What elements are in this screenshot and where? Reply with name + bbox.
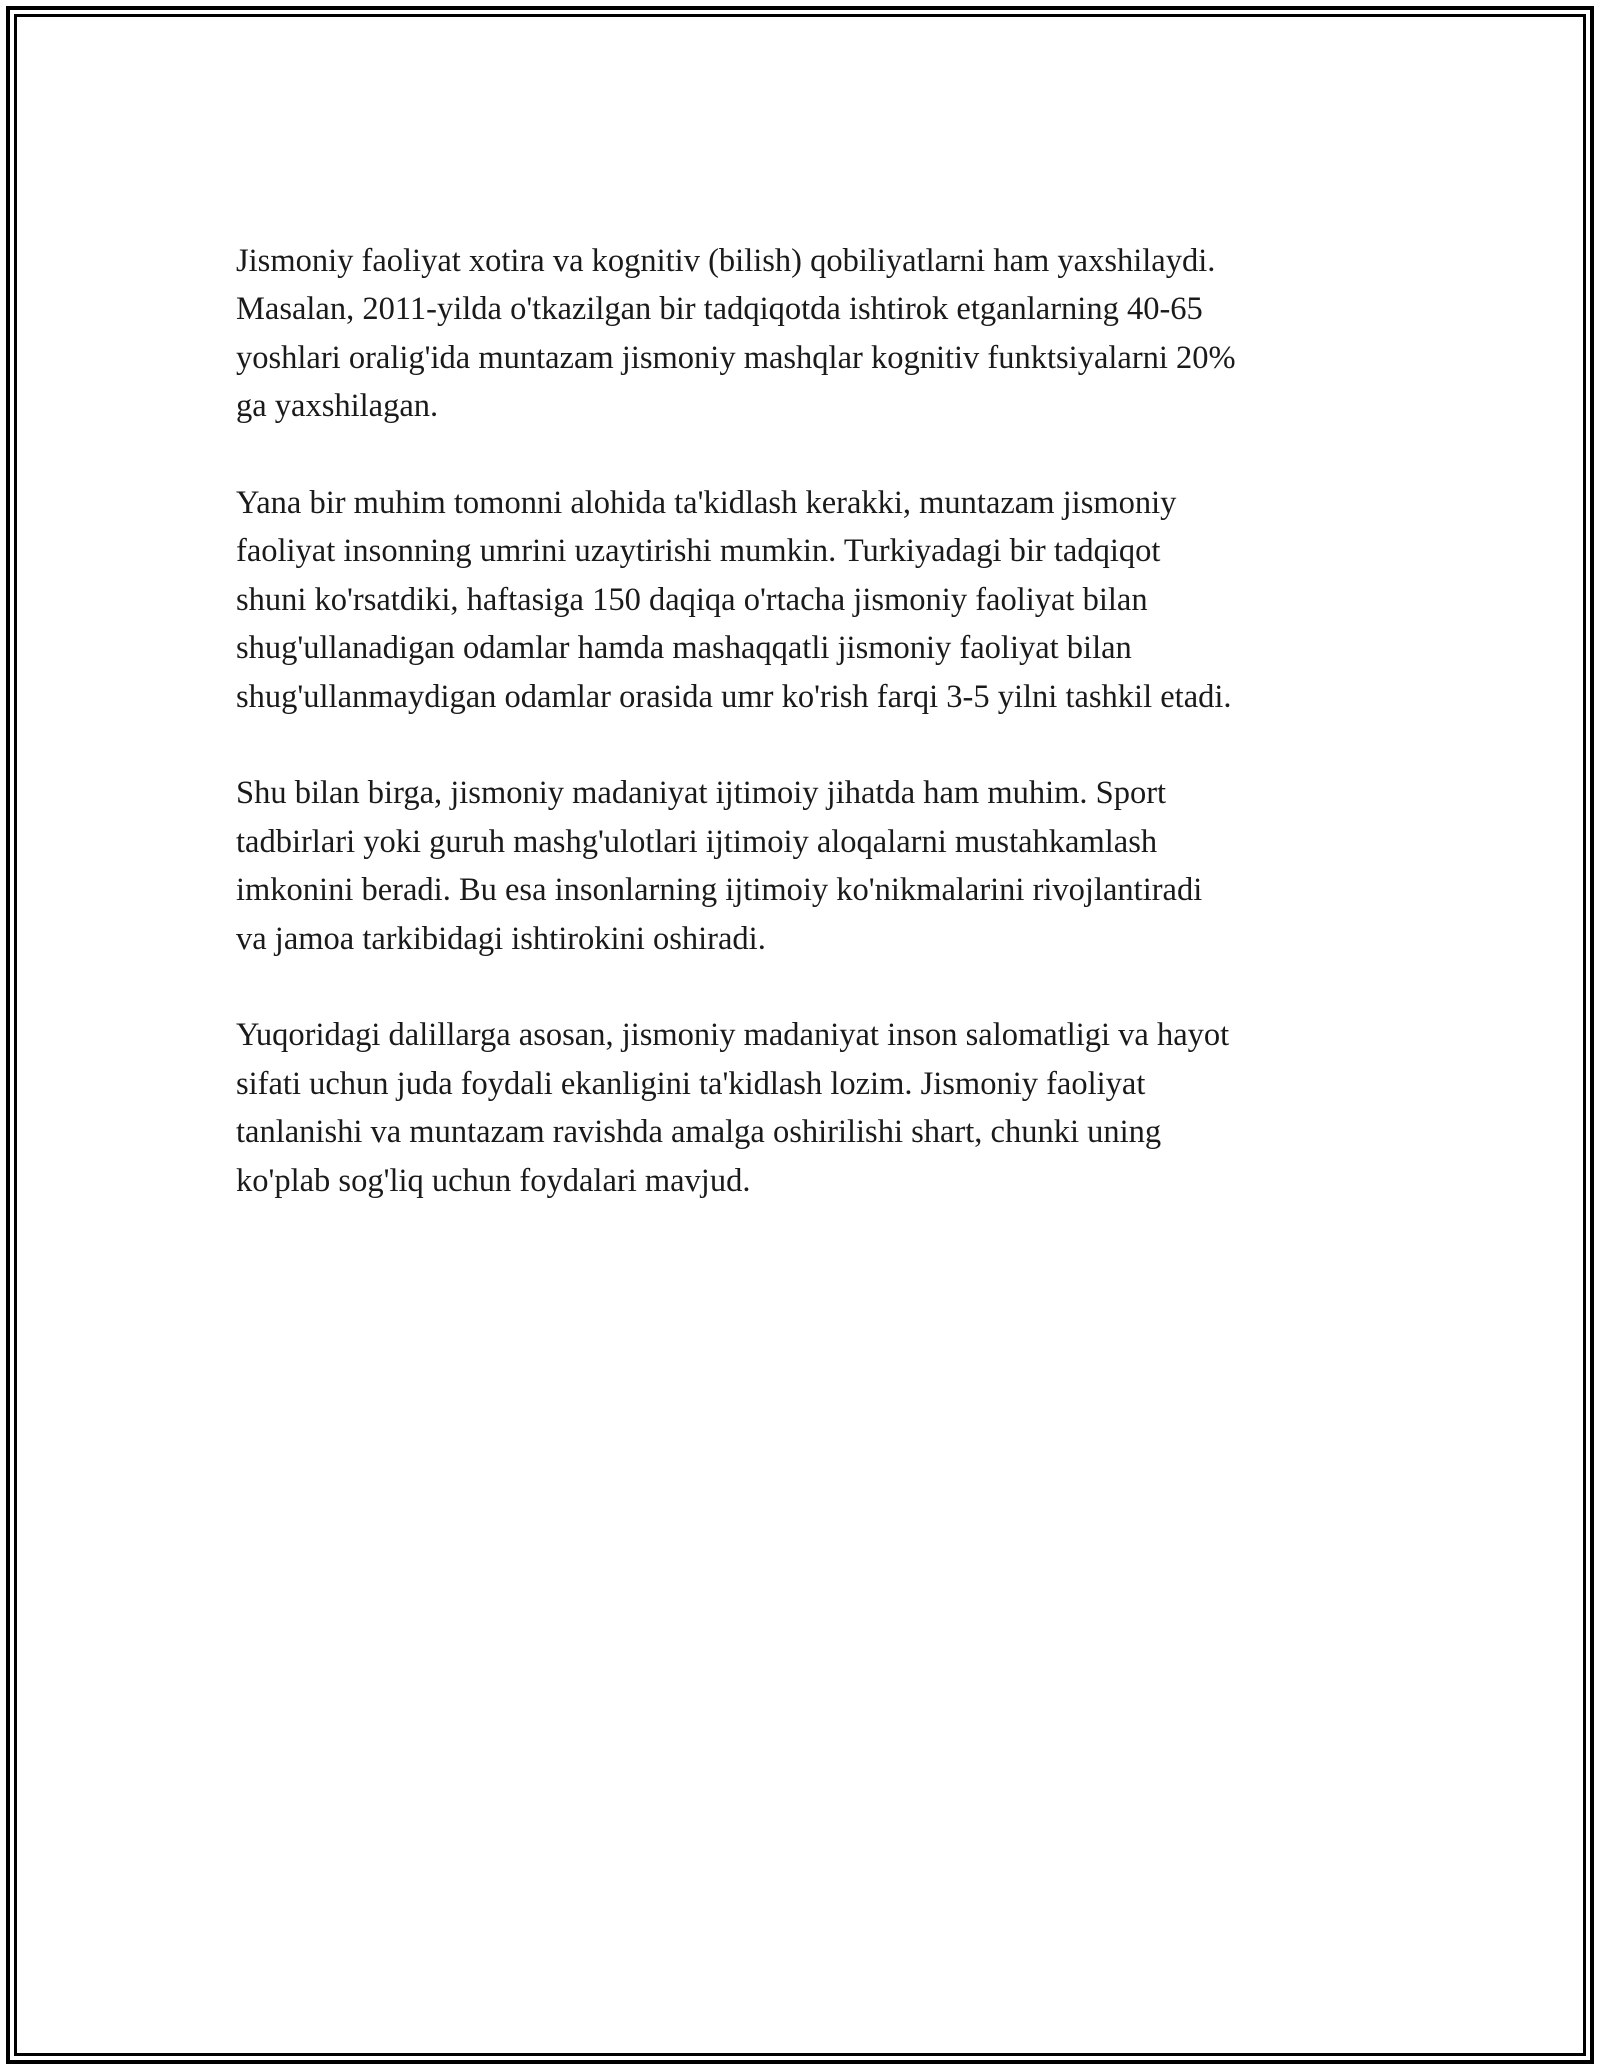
text-line: Jismoniy faoliyat xotira va kognitiv (bilish) qobiliyatlarni ham yaxshilaydi. bbox=[236, 243, 1216, 279]
text-line: faoliyat insonning umrini uzaytirishi mumkin. Turkiyadagi bir tadqiqot bbox=[236, 533, 1161, 570]
paragraph-lifespan bbox=[236, 479, 1386, 721]
document-body bbox=[236, 237, 1386, 1253]
text-line: va jamoa tarkibidagi ishtirokini oshiradi. bbox=[236, 920, 766, 957]
text-line: imkonini beradi. Bu esa insonlarning ijtimoiy ko'nikmalarini rivojlantiradi bbox=[236, 872, 1203, 909]
text-line: ko'plab sog'liq uchun foydalari mavjud. bbox=[236, 1162, 751, 1199]
text-line: shuni ko'rsatdiki, haftasiga 150 daqiqa o'rtacha jismoniy faoliyat bilan bbox=[236, 581, 1148, 618]
paragraph-social bbox=[236, 769, 1386, 963]
text-line: shug'ullanmaydigan odamlar orasida umr ko'rish farqi 3-5 yilni tashkil etadi. bbox=[236, 678, 1232, 715]
text-line: yoshlari oralig'ida muntazam jismoniy mashqlar kognitiv funktsiyalarni 20% bbox=[236, 339, 1236, 376]
text-line: tanlanishi va muntazam ravishda amalga oshirilishi shart, chunki uning bbox=[236, 1114, 1162, 1151]
text-line: ga yaxshilagan. bbox=[236, 388, 439, 425]
text-line: Shu bilan birga, jismoniy madaniyat ijtimoiy jihatda ham muhim. Sport bbox=[236, 775, 1167, 812]
paragraph-memory-cognition bbox=[236, 237, 1386, 431]
text-line: shug'ullanadigan odamlar hamda mashaqqatli jismoniy faoliyat bilan bbox=[236, 630, 1132, 667]
text-line: Masalan, 2011-yilda o'tkazilgan bir tadqiqotda ishtirok etganlarning 40-65 bbox=[236, 291, 1203, 328]
text-line: tadbirlari yoki guruh mashg'ulotlari ijtimoiy aloqalarni mustahkamlash bbox=[236, 823, 1158, 860]
text-line: sifati uchun juda foydali ekanligini ta'kidlash lozim. Jismoniy faoliyat bbox=[236, 1065, 1146, 1102]
text-line: Yana bir muhim tomonni alohida ta'kidlash kerakki, muntazam jismoniy bbox=[236, 485, 1177, 522]
paragraph-conclusion bbox=[236, 1011, 1386, 1205]
text-line: Yuqoridagi dalillarga asosan, jismoniy madaniyat inson salomatligi va hayot bbox=[236, 1017, 1230, 1054]
